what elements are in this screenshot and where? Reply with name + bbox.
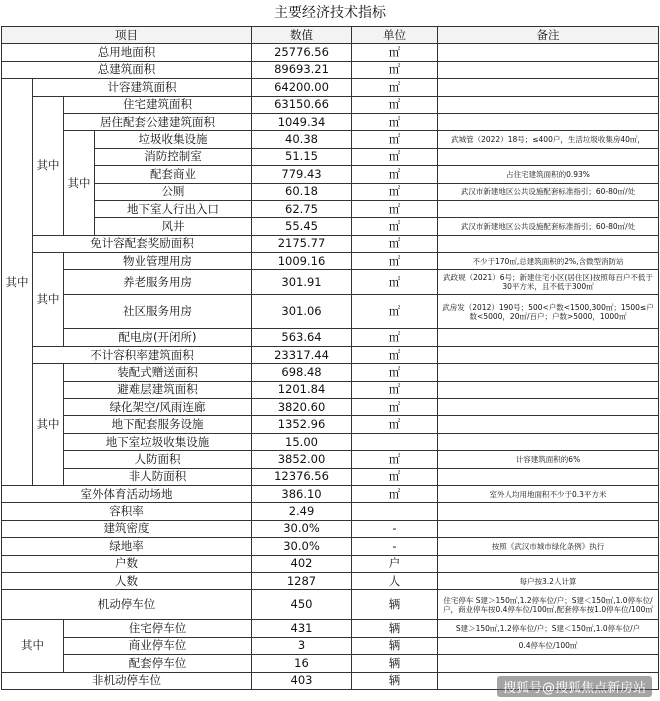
row-name: 地下室垃圾收集设施 [64,433,252,450]
row-note: 武汉市新建地区公共设施配套标准指引；60-80㎡/处 [438,218,659,235]
row-name: 装配式赠送面积 [64,364,252,381]
table-row [2,590,659,620]
table-row [2,44,659,61]
header-note: 备注 [438,27,659,44]
row-value: 301.06 [252,295,352,329]
row-unit: ㎡ [352,329,438,346]
row-name: 配套停车位 [64,655,252,672]
row-value: 51.15 [252,148,352,165]
table-row [2,235,659,252]
row-note [438,555,659,572]
table-row [2,655,659,672]
row-name: 不计容积率建筑面积 [33,346,252,363]
group-label-jiangli: 其中 [33,253,64,347]
header-unit: 单位 [352,27,438,44]
row-value: 60.18 [252,183,352,200]
group-label-parking: 其中 [2,620,64,672]
row-name: 住宅停车位 [64,620,252,637]
row-note: 占住宅建筑面积的0.93% [438,166,659,183]
row-unit: ㎡ [352,44,438,61]
row-note [438,61,659,78]
row-note [438,346,659,363]
row-unit: 人 [352,572,438,589]
row-unit: ㎡ [352,200,438,217]
table-row [2,503,659,520]
row-value: 3852.00 [252,451,352,468]
row-value: 30.0% [252,520,352,537]
row-unit: 辆 [352,655,438,672]
group-label-gongjian: 其中 [64,131,95,235]
row-unit: 辆 [352,620,438,637]
row-unit: ㎡ [352,364,438,381]
row-name: 计容建筑面积 [33,79,252,96]
table-row [2,399,659,416]
row-value: 2175.77 [252,235,352,252]
table-row [2,253,659,270]
row-name: 人数 [2,572,252,589]
row-note [438,79,659,96]
row-value: 30.0% [252,538,352,555]
row-note: 武汉市新建地区公共设施配套标准指引；60-80㎡/处 [438,183,659,200]
row-name: 户数 [2,555,252,572]
row-unit: ㎡ [352,253,438,270]
row-note [438,399,659,416]
row-name: 容积率 [2,503,252,520]
row-name: 总用地面积 [2,44,252,61]
row-value: 450 [252,590,352,620]
row-value: 2.49 [252,503,352,520]
row-value: 3 [252,637,352,654]
row-note: 计容建筑面积的6% [438,451,659,468]
row-value: 1201.84 [252,381,352,398]
row-name: 住宅建筑面积 [64,96,252,113]
row-value: 16 [252,655,352,672]
row-value: 55.45 [252,218,352,235]
table-row [2,148,659,165]
row-value: 386.10 [252,485,352,502]
row-unit: ㎡ [352,381,438,398]
table-row [2,451,659,468]
economic-indicators-table [1,26,659,690]
table-title: 主要经济技术指标 [274,5,386,21]
row-unit: ㎡ [352,346,438,363]
row-name: 避难层建筑面积 [64,381,252,398]
table-row [2,79,659,96]
row-name: 物业管理用房 [64,253,252,270]
row-note [438,416,659,433]
group-label-jirong: 其中 [33,96,64,235]
row-unit: ㎡ [352,485,438,502]
row-unit: ㎡ [352,235,438,252]
row-value: 563.64 [252,329,352,346]
row-unit: ㎡ [352,61,438,78]
row-name: 居住配套公建建筑面积 [64,113,252,130]
row-value: 301.91 [252,270,352,295]
row-unit: ㎡ [352,270,438,295]
header-item: 项目 [2,27,252,44]
group-label-bujirong: 其中 [33,364,64,486]
row-unit: ㎡ [352,399,438,416]
row-unit: ㎡ [352,79,438,96]
row-note [438,520,659,537]
row-note [438,113,659,130]
row-value: 62.75 [252,200,352,217]
row-value: 3820.60 [252,399,352,416]
row-note: 武房发（2012）190号；500<户数<1500,300㎡；1500≤户数<5000，20㎡/百户；户数>5000，1000㎡ [438,295,659,329]
row-name: 社区服务用房 [64,295,252,329]
row-name: 建筑密度 [2,520,252,537]
row-note [438,96,659,113]
header-value: 数值 [252,27,352,44]
row-value: 1287 [252,572,352,589]
table-row [2,200,659,217]
table-row [2,113,659,130]
header-row [2,27,659,44]
table-row [2,183,659,200]
table-row [2,364,659,381]
row-note [438,433,659,450]
row-note [438,655,659,672]
row-note [438,381,659,398]
row-unit: ㎡ [352,96,438,113]
group-label-main: 其中 [2,79,33,486]
row-name: 商业停车位 [64,637,252,654]
row-name: 地下配套服务设施 [64,416,252,433]
row-note [438,503,659,520]
row-note: 武城管（2022）18号；≤400户，生活垃圾收集房40㎡， [438,131,659,148]
row-note [438,44,659,61]
table-row [2,346,659,363]
table-row [2,218,659,235]
row-note [438,364,659,381]
row-name: 非机动停车位 [2,672,252,689]
table-row [2,61,659,78]
table-row [2,468,659,485]
row-name: 公厕 [95,183,252,200]
row-value: 15.00 [252,433,352,450]
row-name: 绿化架空/风雨连廊 [64,399,252,416]
row-name: 消防控制室 [95,148,252,165]
row-unit: ㎡ [352,183,438,200]
table-row [2,637,659,654]
row-unit: 辆 [352,637,438,654]
row-note: 0.4停车位/100㎡ [438,637,659,654]
row-value: 63150.66 [252,96,352,113]
row-name: 机动停车位 [2,590,252,620]
table-row [2,538,659,555]
row-value: 403 [252,672,352,689]
row-note: 武政规（2021）6号；新建住宅小区(居住区)按照每百户不低于30平方米，且不低于300㎡ [438,270,659,295]
row-name: 总建筑面积 [2,61,252,78]
row-value: 12376.56 [252,468,352,485]
row-name: 养老服务用房 [64,270,252,295]
row-value: 1009.16 [252,253,352,270]
row-value: 1049.34 [252,113,352,130]
row-name: 绿地率 [2,538,252,555]
row-note [438,235,659,252]
row-note [438,200,659,217]
row-unit: ㎡ [352,218,438,235]
row-value: 779.43 [252,166,352,183]
row-name: 配套商业 [95,166,252,183]
row-unit: ㎡ [352,148,438,165]
row-unit: ㎡ [352,468,438,485]
row-name: 非人防面积 [64,468,252,485]
row-note: S建＞150㎡,1.2停车位/户；S建＜150㎡,1.0停车位/户 [438,620,659,637]
row-unit: ㎡ [352,131,438,148]
row-note [438,468,659,485]
table-row [2,166,659,183]
table-row [2,433,659,450]
row-name: 室外体育活动场地 [2,485,252,502]
row-name: 垃圾收集设施 [95,131,252,148]
row-unit: ㎡ [352,113,438,130]
row-note [438,329,659,346]
row-name: 配电房(开闭所) [64,329,252,346]
row-value: 431 [252,620,352,637]
row-value: 89693.21 [252,61,352,78]
table-row [2,295,659,329]
table-row [2,520,659,537]
row-note: 室外人均用地面积不少于0.3平方米 [438,485,659,502]
row-unit: 辆 [352,590,438,620]
table-row [2,96,659,113]
table-row [2,329,659,346]
table-row [2,555,659,572]
row-value: 1352.96 [252,416,352,433]
row-value: 64200.00 [252,79,352,96]
row-note: 按照《武汉市城市绿化条例》执行 [438,538,659,555]
row-value: 25776.56 [252,44,352,61]
row-name: 风井 [95,218,252,235]
row-note [438,148,659,165]
row-value: 698.48 [252,364,352,381]
table-row [2,416,659,433]
row-unit: - [352,520,438,537]
row-unit: 户 [352,555,438,572]
row-unit [352,503,438,520]
table-row [2,131,659,148]
row-value: 23317.44 [252,346,352,363]
row-value: 402 [252,555,352,572]
row-unit [352,433,438,450]
row-unit: ㎡ [352,416,438,433]
table-row [2,270,659,295]
row-unit: ㎡ [352,166,438,183]
row-name: 地下室人行出入口 [95,200,252,217]
row-note: 住宅停车 S建＞150㎡,1.2停车位/户；S建＜150㎡,1.0停车位/户，商业停车按0.4停车位/100㎡,配套停车按1.0停车位/100㎡ [438,590,659,620]
row-unit: 辆 [352,672,438,689]
row-name: 人防面积 [64,451,252,468]
row-note: 每户按3.2人计算 [438,572,659,589]
table-row [2,572,659,589]
watermark: 搜狐号@搜狐焦点新房站 [497,676,652,697]
row-unit: ㎡ [352,451,438,468]
table-row [2,381,659,398]
row-note: 不少于170㎡,总建筑面积的2%,含微型消防站 [438,253,659,270]
row-name: 免计容配套奖励面积 [33,235,252,252]
table-row [2,620,659,637]
row-value: 40.38 [252,131,352,148]
table-row [2,485,659,502]
row-unit: ㎡ [352,295,438,329]
row-unit: - [352,538,438,555]
